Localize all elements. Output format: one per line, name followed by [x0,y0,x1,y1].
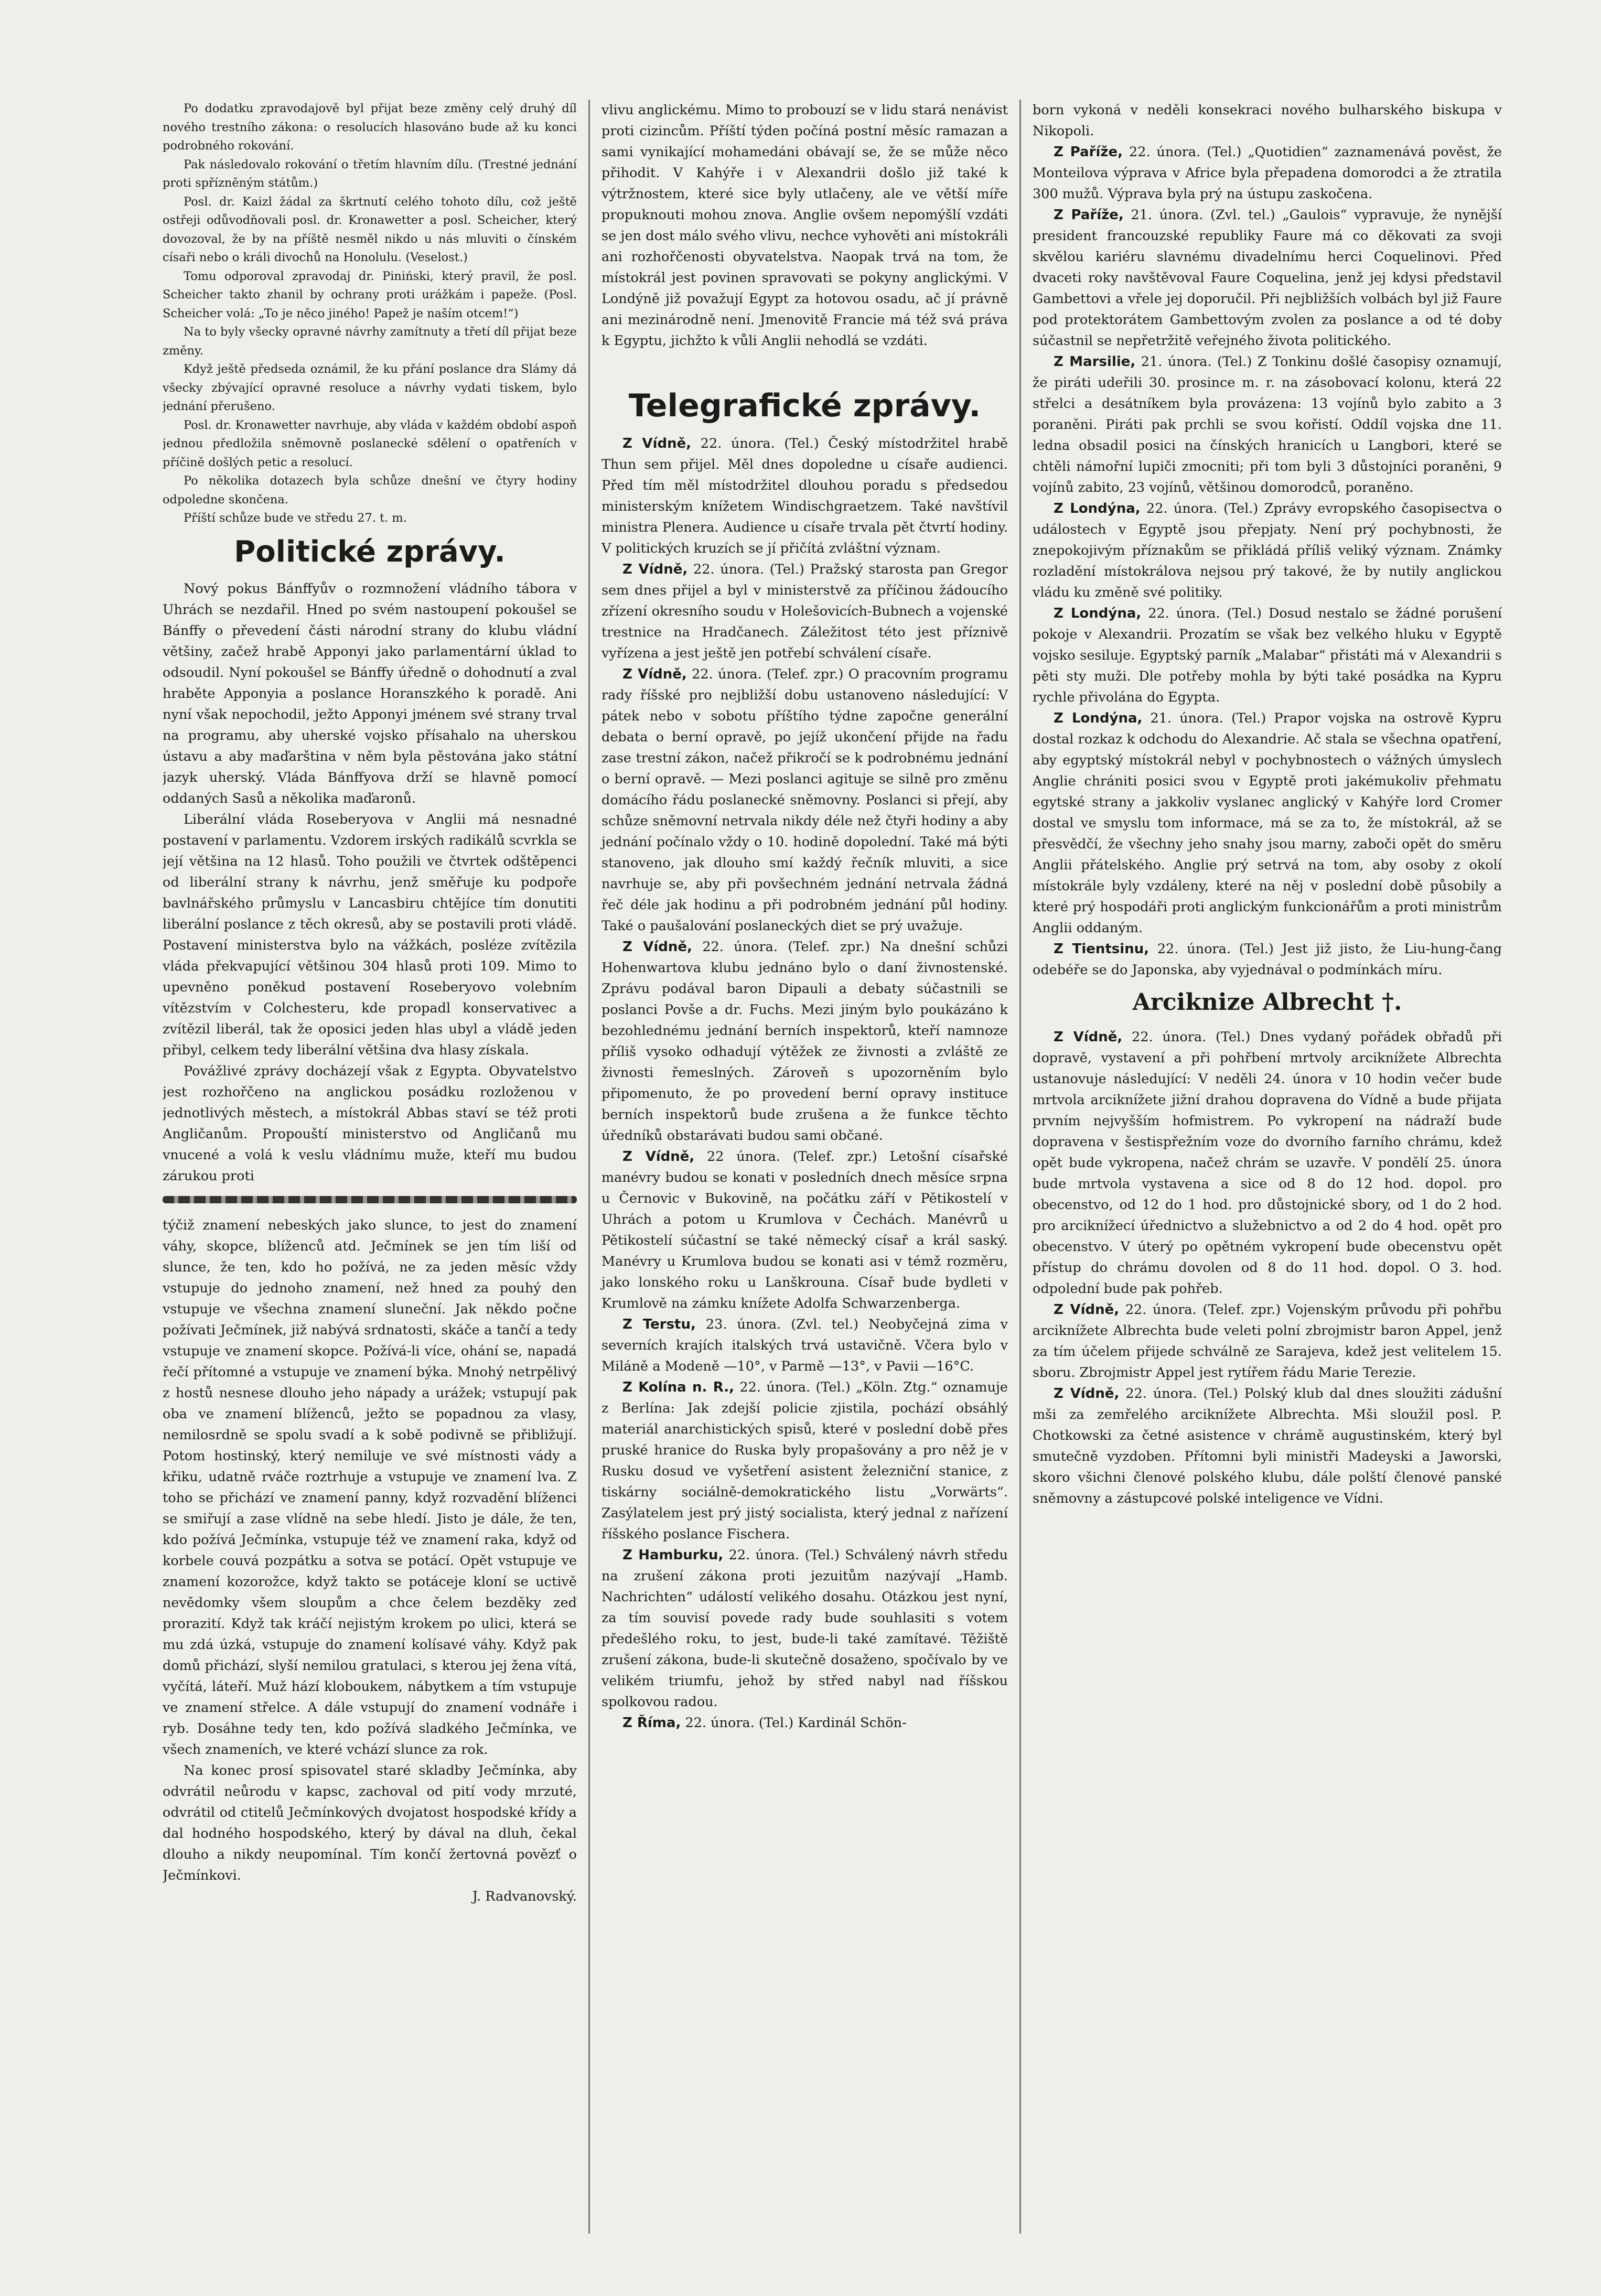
section-title-telegraficke: Telegrafické zprávy. [628,387,981,424]
telegram-dateline: Z Vídně, [622,436,692,451]
telegram-dateline: Z Paříže, [1054,144,1123,160]
telegram-dateline: Z Londýna, [1054,606,1142,621]
telegram-text: 22. února. (Tel.) Dnes vydaný pořádek obřadů při dopravě, vystavení a při pohřbení mrtvoly arciknížete Albrechta ustanovuje následující: V neděli 24. února v 10 hodin večer bude mrtvola arciknížete jižní drahou dopravena do Vídně a bude přijata prvním nejvyšším hofmistrem. Po vykropení na nádraží bude dopravena v šestispřežním voze do dvorního farního chrámu, kdež opět bude vykropena, načež chrám se uzavře. V pondělí 25. února bude mrtvola vystavena a sice od 8 do 12 hod. dopol. pro obecenstvo, od 12 do 1 hod. pro důstojnické sbory, od 1 do 2 hod. pro arciknížecí úřednictvo a služebnictvo a od 2 do 4 hod. opět pro obecenstvo. V úterý po opětném vykropení bude obecenstvu opět přístup do chrámu dovolen od 8 do 11 hod. dopol. O 3. hod. odpolední bude pak pohřeb. [1033,1029,1502,1297]
telegram-text: 22. února. (Tel.) „Quotidien“ zaznamenává pověst, že Monteilova výprava v Africe byla přepadena domorodci a že ztratila 300 mužů. Výprava byla prý na ústupu zaskočena. [1033,144,1502,202]
report-paragraph: Příští schůze bude ve středu 27. t. m. [184,511,407,525]
telegram-text: 22. února. (Tel.) Jest již jisto, že Liu-hung-čang odebéře se do Japonska, aby vyjednával o podmínkách míru. [1033,941,1502,978]
telegram-list [1033,1027,1502,1509]
telegram-item [1033,1299,1502,1383]
report-paragraph: Posl. dr. Kaizl žádal za škrtnutí celého tohoto dílu, což ještě ostřeji odůvodňovali posl. dr. Kronawetter a posl. Scheicher, který dovozoval, že by na příště nesměl nikdo u nás mluviti o čínském císaři nebo o králi divochů na Honolulu. (Veselost.) [163,195,577,264]
telegram-item [601,559,1008,664]
column-2 [588,100,1008,2234]
telegram-dateline: Z Tientsinu, [1054,941,1149,957]
report-paragraph: Na to byly všecky opravné návrhy zamítnuty a třetí díl přijat beze změny. [163,325,577,358]
article-continuation: vlivu anglickému. Mimo to probouzí se v lidu stará nenávist proti cizincům. Příští týden počíná postní měsíc ramazan a sami vynikající mohamedáni obávají se, že se může něco přihodit. V Kahýře i v Alexandrii došlo již také k výtržnostem, které sice byly utlačeny, ale ve větší míře propuknouti mohou znova. Anglie ovšem nepomýšlí vzdáti se jen dost málo svého vlivu, nechce vyhověti ani místokráli ani rozhořčenosti obyvatelstva. Naopak trvá na tom, že místokrál jest povinen spravovati se pokyny anglickými. V Londýně již považují Egypt za hotovou osadu, ač jí právně ani mezinárodně není. Jmenovitě Francie má též svá práva k Egyptu, jichžto k vůli Anglii nehodlá se vzdáti. [601,102,1008,349]
author-signature: J. Radvanovský. [472,1888,577,1904]
feuilleton-divider [163,1196,577,1203]
report-paragraph: Posl. dr. Kronawetter navrhuje, aby vláda v každém období aspoň jednou předložila sněmovně poslanecké sdělení o opatřeních v příčině došlých petic a resolucí. [163,418,577,469]
report-paragraph: Tomu odporoval zpravodaj dr. Piniński, který pravil, že posl. Scheicher takto zhanil by ochrany proti urážkám i papeže. (Posl. Scheicher volá: „To je něco jiného! Papež je naším otcem!“) [163,269,577,320]
feuilleton-paragraph: týčiž znamení nebeských jako slunce, to jest do znamení váhy, skopce, blíženců atd. Ječmínek se jen tím liší od slunce, že ten, kdo ho požívá, ne za jeden měsíc vždy vstupuje do jednoho znamení, než hned za pouhý den vstupuje ve všechna znamení sluneční. Jak někdo počne požívati Ječmínek, již nabývá srdnatosti, skáče a tančí a tedy vstupuje ve znamení skopce. Požívá-li více, ohání se, napadá řečí přítomné a vstupuje ve znamení býka. Mnohý netrpělivý z hostů nesnese dlouho jeho nápady a urážek; vstupují pak oba ve znamení blíženců, ježto se popadnou za vlasy, nemilosrdně se spolu svadí a k sobě podivně se přibližují. Potom hostinský, který nemiluje ve své místnosti vády a křiku, udatně rváče roztrhuje a vstupuje ve znamení lva. Z toho se přichází ve znamení panny, když rozvadění blíženci se smiřují a zase vlídně na sebe hledí. Jisto je dále, že ten, kdo požívá Ječmínka, vstupuje též ve znamení raka, když od korbele couvá pozpátku a sotva se potácí. Opět vstupuje ve znamení kozorožce, když takto se potáceje kloní se uctivě nevědomky všem sloupům a chce čelem bezděky zeď prorazití. Když tak kráčí nejistým krokem po ulici, která se mu zdá úzká, vstupuje do znamení kolísavé váhy. Když pak domů přichází, slyší nemilou gratulaci, s kterou jej žena vítá, vyčítá, láteří. Muž hází kloboukem, nábytkem a tím vstupuje ve znamení střelce. A dále vstupují do znamení vodnáře i ryb. Dosáhne tedy ten, kdo požívá sladkého Ječmínka, ve všech znameních, ve které vchází slunce za rok. [163,1217,577,1758]
telegram-dateline: Z Vídně, [622,666,687,682]
telegram-dateline: Z Marsilie, [1054,354,1136,370]
telegram-dateline: Z Londýna, [1054,710,1143,726]
telegram-text: 22. února. (Tel.) Schválený návrh středu na zrušení zákona proti jezuitům nazývají „Hamb. Nachrichten“ událostí velikého dosahu. Otázkou jest nyní, za tím souvisí povede rady bude souhlasiti s votem předešlého roku, to jest, bude-li také zamítavé. Těžiště zrušení zákona, bude-li skutečně dosaženo, spočívalo by ve velikém triumfu, jehož by střed nabyl nad říšskou spolkovou radou. [601,1547,1008,1710]
telegram-item [1033,708,1502,939]
telegram-item [1033,939,1502,980]
telegram-text: 21. února. (Zvl. tel.) „Gaulois“ vypravuje, že nynější president francouzské republiky Faure má co děkovati za svoji skvělou kariéru slavnému divadelnímu herci Coquelinovi. Před dvaceti roky navštěvoval Faure Coquelina, jenž jej kdysi představil Gambettovi a vřele jej doporučil. Při nejbližších volbách byl již Faure pod protektorátem Gambettovým zvolen za poslance a od té doby súčastnil se nepřetržitě veřejného života politického. [1033,207,1502,349]
telegram-item [601,433,1008,559]
telegram-dateline: Z Vídně, [1054,1029,1123,1045]
section-title-politicke: Politické zprávy. [234,534,506,569]
telegram-item [601,1314,1008,1377]
telegram-list [601,433,1008,1733]
telegram-dateline: Z Paříže, [1054,207,1124,223]
article-paragraph: Liberální vláda Roseberyova v Anglii má nesnadné postavení v parlamentu. Vzdorem irských radikálů scvrkla se její většina na 12 hlasů. Toho použili ve čtvrtek odštěpenci od liberální strany k návrhu, jenž směřuje ku podpoře bavlnářského průmyslu v Lancasbiru chtějíce tím donutiti liberální poslance z těch okresů, aby se postavili proti vládě. Postavení ministerstva bylo na vážkách, posléze zvítězila vláda překvapující většinou 304 hlasů proti 109. Mimo to upevněno poněkud postavení Roseberyovo volebním vítězstvím v Colchesteru, kde propadl konservativec a zvítězil liberál, tak že oposici jeden hlas ubyl a vládě jeden přibyl, celkem tedy liberální většina dva hlasy získala. [163,811,577,1058]
telegram-text: 22 února. (Telef. zpr.) Letošní císařské manévry budou se konati v posledních dnech měsíce srpna u Černovic v Bukovině, na počátku září v Pětikostelí v Uhrách a potom u Krumlova v Čechách. Manévrů u Pětikostelí súčastní se také německý císař a král saský. Manévry u Krumlova budou se konati asi v témž rozměru, jako lonského roku u Lanškrouna. Císař bude bydleti v Krumlově na zámku knížete Adolfa Schwarzenberga. [601,1149,1008,1311]
telegram-text: 21. února. (Tel.) Prapor vojska na ostrově Kypru dostal rozkaz k odchodu do Alexandrie. Ač stala se všechna opatření, aby egyptský místokrál nebyl v pochybnostech o vážných úmyslech Anglie chrániti posici svou v Egyptě proti jakémukoliv přehmatu egytské strany a jakkoliv vyslanec anglický v Kahýře lord Cromer dostal ve smyslu tom informace, má se za to, že místokrál, až se přesvědčí, že všechny jeho snahy jsou marny, zaboči opět do směru Anglii přátelského. Anglie prý setrvá na tom, aby osoby z okolí místokrále byly vzdáleny, které na něj v poslední době působily a které prý hospodáři proti anglickým funkcionářům a proti ministrům Anglii oddaným. [1033,710,1502,936]
telegram-item [601,936,1008,1146]
column-1 [163,100,577,2234]
telegram-text: 22. února. (Tel.) Český místodržitel hrabě Thun sem přijel. Měl dnes dopoledne u císaře audienci. Před tím měl místodržitel dlouhou poradu s předsedou ministerským knížetem Windischgraetzem. Také navštívil ministra Plenera. Audience u císaře trvala pět čtvrtí hodiny. V politických kruzích se jí přičítá zvláštní význam. [601,436,1008,556]
report-paragraph: Po několika dotazech byla schůze dnešní ve čtyry hodiny odpoledne skončena. [163,474,577,506]
telegram-item [1033,603,1502,708]
telegram-text: 22. února. (Tel.) Dosud nestalo se žádné porušení pokoje v Alexandrii. Prozatím se však bez velkého hluku v Egyptě vojsko sesiluje. Egyptský parník „Malabar“ přistáti má v Alexandrii s pěti sty muži. Dle potřeby mohla by býti také posádka na Kypru rychle přivolána do Egypta. [1033,606,1502,705]
telegram-dateline: Z Londýna, [1054,501,1141,516]
telegram-item [1033,142,1502,204]
telegram-item [601,664,1008,936]
telegram-dateline: Z Říma, [622,1715,681,1731]
telegram-dateline: Z Vídně, [1054,1386,1120,1402]
article-paragraph: Povážlivé zprávy docházejí však z Egypta. Obyvatelstvo jest rozhořčeno na anglickou posádku rozloženou v jednotlivých městech, a místokrál Abbas staví se též proti Angličanům. Propouští ministerstvo od Angličanů mu vnucené a volá k veslu vládnímu muže, kteří mu budou zárukou proti [163,1063,577,1184]
telegram-dateline: Z Vídně, [1054,1302,1120,1318]
column-3 [1019,100,1502,2234]
telegram-dateline: Z Vídně, [622,939,692,955]
telegram-text: 22. února. (Tel.) Pražský starosta pan Gregor sem dnes přijel a byl v ministerstvě za příčinou žádoucího zřízení okresního soudu v Holešovicích-Bubnech a vojenské trestnice na Hradčanech. Záležitost této jest příznivě vyřízena a jest ještě jen potřebí schválení císaře. [601,562,1008,661]
telegram-dateline: Z Kolína n. R., [622,1379,734,1395]
telegram-text: 22. února. (Telef. zpr.) O pracovním programu rady říšské pro nejbližší dobu ustanoveno následující: V pátek nebo v sobotu příštího týdne započne generální debata o berní opravě, po jejíž ukončení přijde na řadu zase trestní zákon, načež přikročí se k podrobnému jednání o berní opravě. — Mezi poslanci agituje se silně pro změnu domácího řádu poslanecké sněmovny. Poslanci si přejí, aby schůze sněmovní netrvala nikdy déle než čtyři hodiny a aby jednání počínalo vždy o 10. hodině dopolední. Také má býti stanoveno, jak dlouho smí každý řečník mluviti, a sice navrhuje se, aby při povšechném jednání netrvala žádná řeč déle jak hodinu a při podrobném jednání půl hodiny. Také o paušalování poslaneckých diet se prý uvažuje. [601,666,1008,934]
telegram-text: 22. února. (Tel.) Polský klub dal dnes sloužiti zádušní mši za zemřelého arciknížete Albrechta. Mši sloužil posl. P. Chotkowski za četné asistence v chrámě augustinském, který byl smutečně vyzdoben. Přítomni byli ministři Madeyski a Jaworski, skoro všichni členové polského klubu, dále polští členové panské sněmovny a zástupcové polské inteligence ve Vídni. [1033,1386,1502,1506]
telegram-item [1033,1027,1502,1299]
telegram-text: 22. února. (Tel.) Zprávy evropského časopisectva o událostech v Egyptě jsou přepjaty. Není prý pochybnosti, že znepokojivým příznakům se přikládá příliš veliký význam. Známky rozladění místokrálova nejsou prý takové, že by nutily anglickou vládu ku změně své politiky. [1033,501,1502,600]
telegram-dateline: Z Vídně, [622,562,688,577]
telegram-item [1033,498,1502,603]
article-paragraph: Nový pokus Bánffyův o rozmnožení vládního tábora v Uhrách se nezdařil. Hned po svém nastoupení pokoušel se Bánffy o převedení části národní strany do klubu vládní většiny, začež hrabě Apponyi jako parlamentární úklad to odsoudil. Nyní pokoušel se Bánffy úředně o dohodnutí a zval hraběte Apponyia a poslance Horanszkého k poradě. Ani nyní však nepochodil, ježto Apponyi jménem své strany trval na programu, aby uherské vojsko přísahalo na uherskou ústavu a aby maďarština v něm byla pěstována jako státní jazyk uherský. Vláda Bánffyova drží se hlavně pomocí oddaných Sasů a několika maďaronů. [163,580,577,806]
telegram-item [601,1377,1008,1545]
telegram-dateline: Z Vídně, [622,1149,695,1165]
telegram-item [601,1146,1008,1314]
telegram-item [1033,1383,1502,1509]
telegram-item [601,1545,1008,1712]
article-continuation: born vykoná v neděli konsekraci nového bulharského biskupa v Nikopoli. [1033,102,1502,139]
telegram-text: 22. února. (Tel.) Kardinál Schön- [685,1715,907,1731]
telegram-dateline: Z Terstu, [622,1317,696,1332]
parliament-report [163,100,577,528]
feuilleton-paragraph: Na konec prosí spisovatel staré skladby Ječmínka, aby odvrátil neůrodu v kapsc, zachoval od pití vody mrzuté, odvrátil od ctitelů Ječmínkových dvojatost hospodské křídy a dal hodného hospodského, který by dával na dluh, čekal dlouho a nikdy neupomínal. Tím končí žertovná povězť o Ječmínkovi. [163,1762,577,1883]
columns [163,100,1533,2234]
telegram-text: 22. února. (Telef. zpr.) Vojenským průvodu při pohřbu arciknížete Albrechta bude veleti polní zbrojmistr baron Appel, jenž za tím účelem přijede schválně ze Sarajeva, kdež jest velitelem 15. sboru. Zbrojmistr Appel jest rytířem řádu Marie Terezie. [1033,1302,1502,1381]
section-title-arcikn: Arciknize Albrecht †. [1132,989,1402,1016]
telegram-dateline: Z Hamburku, [622,1547,724,1563]
telegram-item [1033,204,1502,351]
telegram-text: 23. února. (Zvl. tel.) Neobyčejná zima v severních krajích italských trvá ustavičně. Včera bylo v Miláně a Modeně —10°, v Parmě —13°, v Pavii —16°C. [601,1317,1008,1374]
report-paragraph: Po dodatku zpravodajově byl přijat beze změny celý druhý díl nového trestního zákona: o resolucích hlasováno bude až ku konci podrobného rokování. [163,102,577,153]
report-paragraph: Když ještě předseda oznámil, že ku přání poslance dra Slámy dá všecky zbývající opravné resoluce a návrhy vydati tiskem, bylo jednání přerušeno. [163,362,577,413]
telegram-text: 21. února. (Tel.) Z Tonkinu došlé časopisy oznamují, že piráti udeřili 30. prosince m. r. na zásobovací kolonu, která 22 střelci a desátníkem byla provázena: 13 vojínů bylo zabito a 3 poraněni. Piráti pak prchli se svou kořistí. Oddíl vojska dne 11. ledna obsadil posici na čínských hranicích u Langbori, které se chtěli námořní lupiči zmocniti; při tom byli 3 důstojníci poraněni, 9 vojínů zabito, 23 vojínů, většinou domorodců, poraněno. [1033,354,1502,495]
telegram-text: 22. února. (Tel.) „Köln. Ztg.“ oznamuje z Berlína: Jak zdejší policie zjistila, pochází obsáhlý materiál anarchistických spisů, které v poslední době přes pruské hranice do Ruska byly propašovány a pro něž je v Rusku dosud ve vyšetření asistent železniční stanice, z tiskárny sociálně-demokratického listu „Vorwärts“. Zasýlatelem jest prý jistý socialista, který jednal z nařízení říšského poslance Fischera. [601,1379,1008,1542]
telegram-item [1033,351,1502,498]
report-paragraph: Pak následovalo rokování o třetím hlavním dílu. (Trestné jednání proti spřízněným státům.) [163,157,577,190]
telegram-text: 22. února. (Telef. zpr.) Na dnešní schůzi Hohenwartova klubu jednáno bylo o daní živnostenské. Zprávu podával baron Dipauli a debaty súčastnili se poslanci Povše a dr. Fuchs. Mezi jiným bylo poukázáno k bezohlednému jednání berních inspektorů, kteří namnoze příliš vysoko odhadují výtěžek ze živnosti a zvláště ze živnosti řemeslných. Zároveň s upozorněním bylo připomenuto, že po provedení berní opravy instituce berních inspektorů bude zrušena a že funkce těchto úředníků obstarávati budou sami občané. [601,939,1008,1144]
telegram-item [601,1712,1008,1733]
telegram-list [1033,142,1502,980]
